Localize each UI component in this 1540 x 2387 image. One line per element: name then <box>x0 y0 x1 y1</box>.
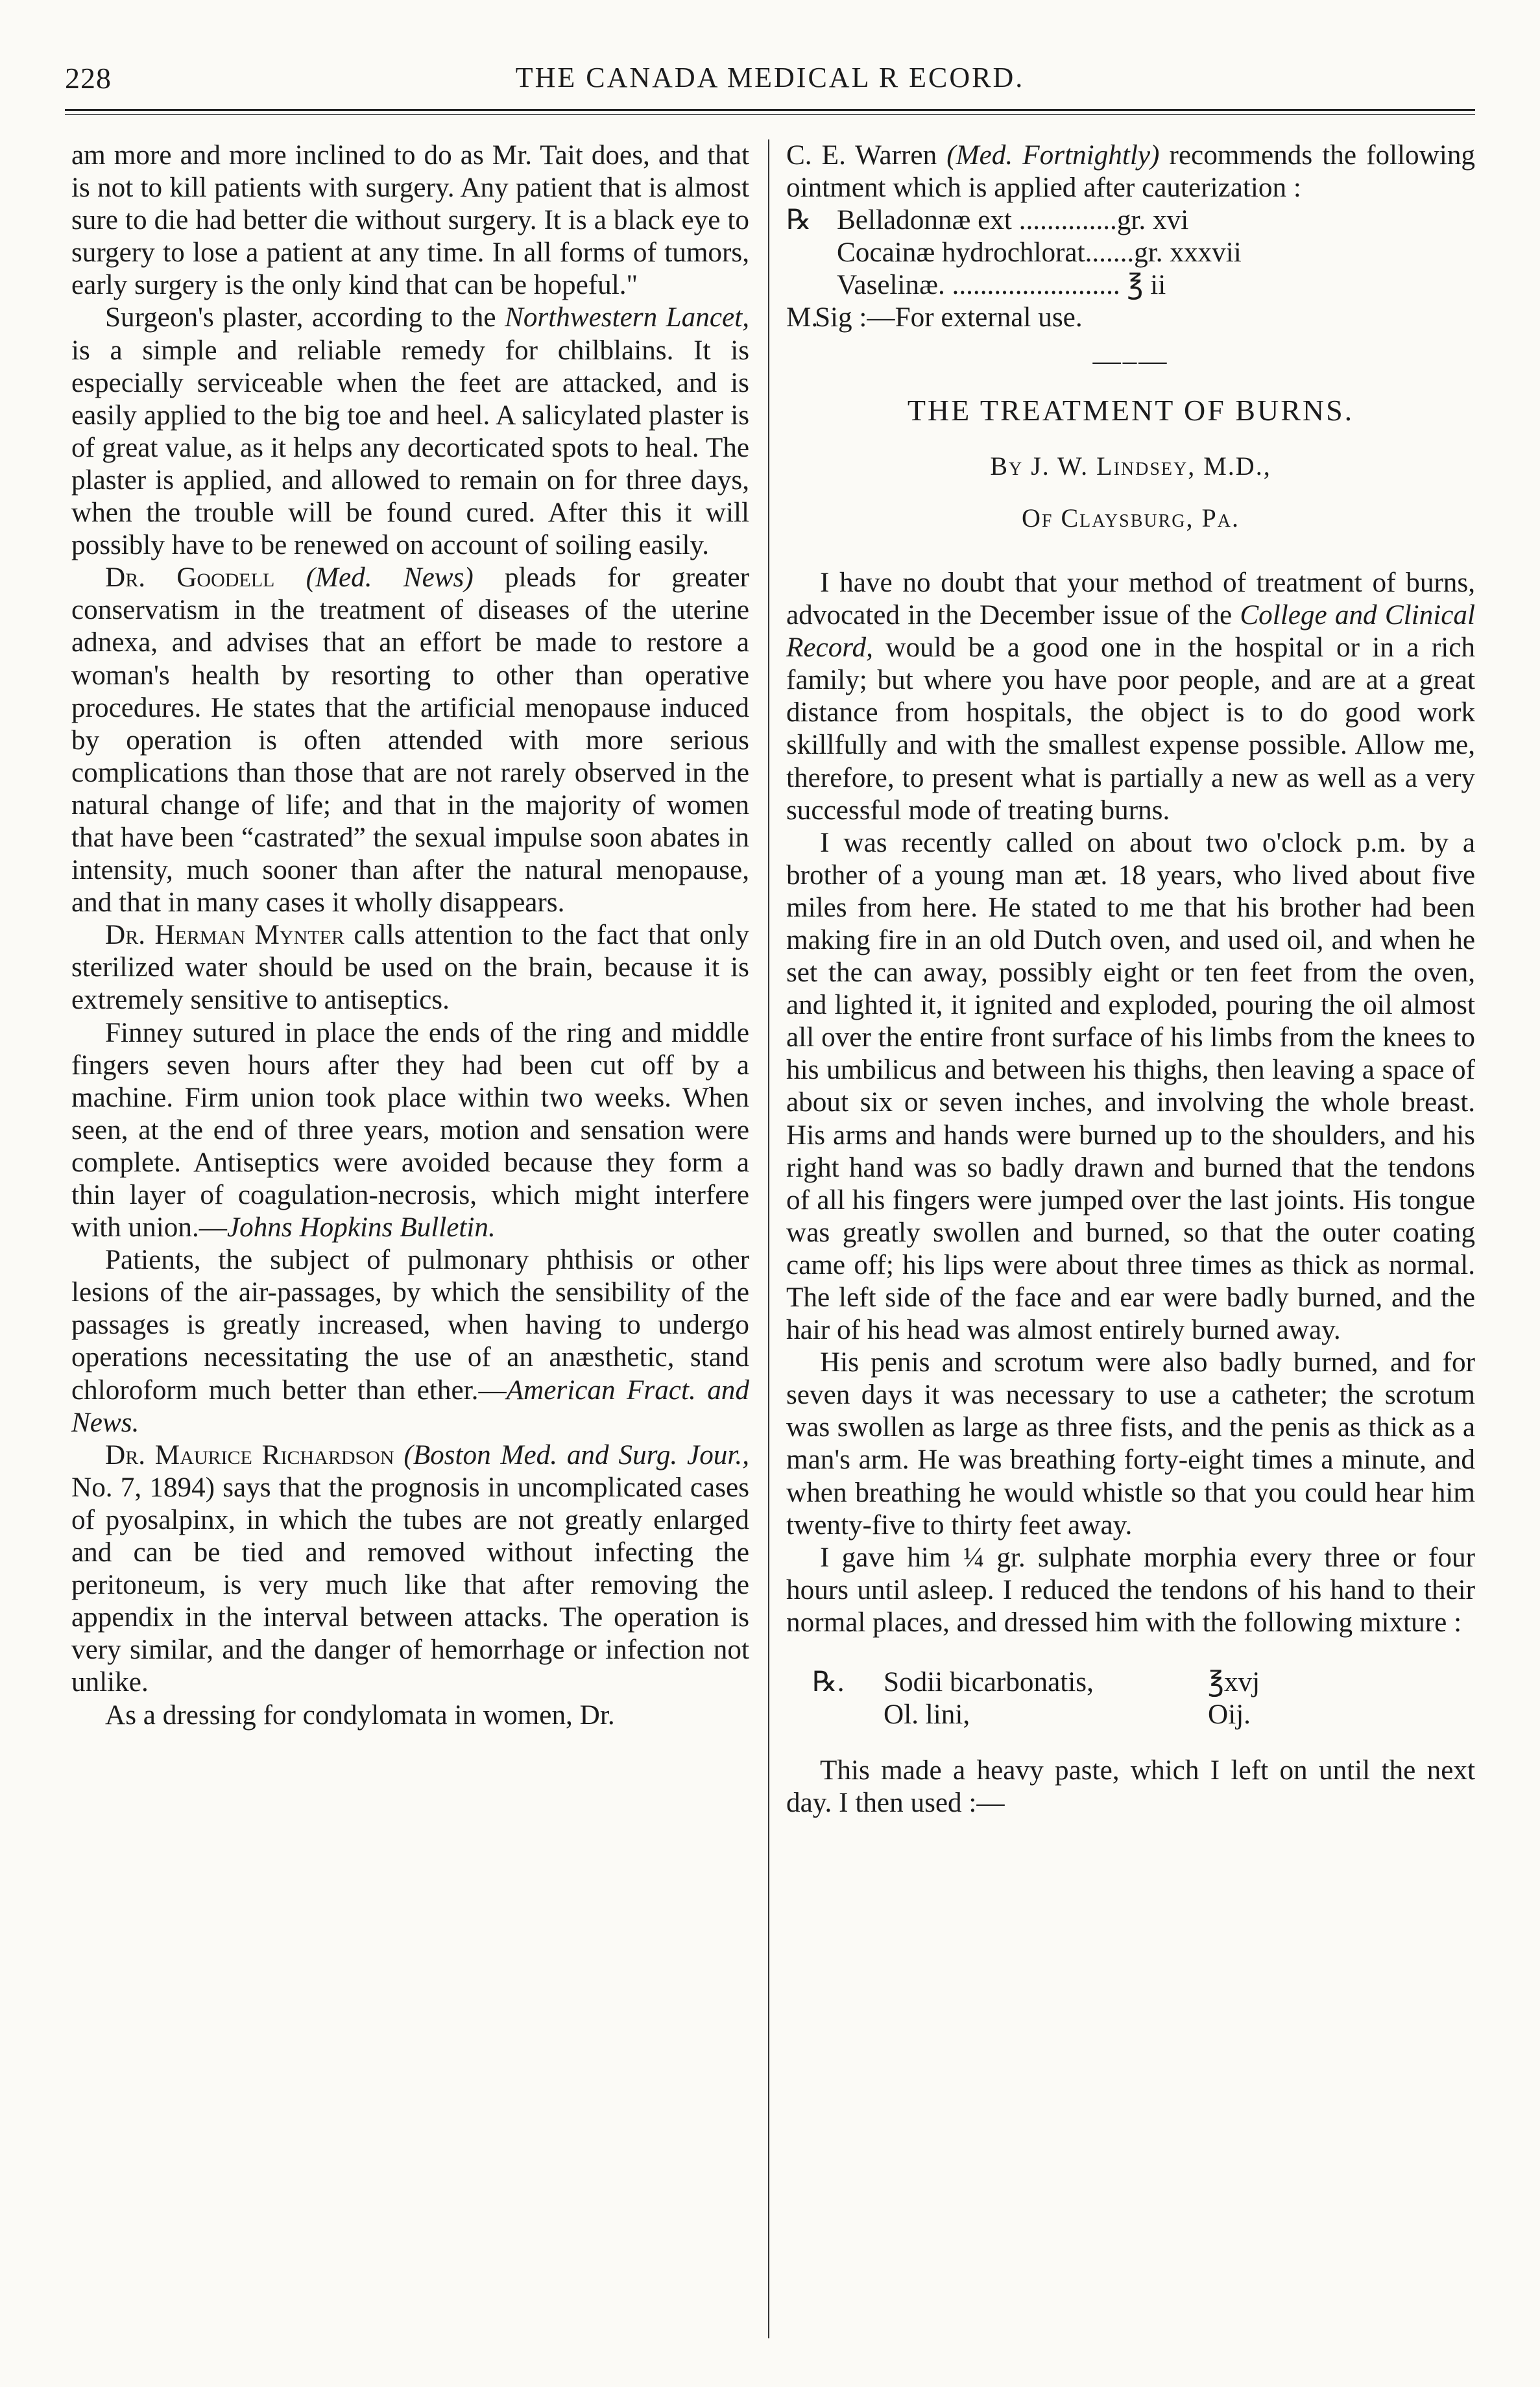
prescription-ingredient: Ol. lini, <box>884 1699 970 1731</box>
paragraph-surgeons-plaster <box>71 302 749 562</box>
source-citation: College and Clinical Record, <box>786 600 1475 664</box>
paragraph-mynter <box>71 919 749 1016</box>
paragraph-burns-intro <box>786 567 1475 827</box>
prescription-line <box>786 204 1475 237</box>
ointment-prescription <box>786 204 1475 334</box>
source-citation: Northwestern Lancet, <box>505 302 749 333</box>
recipe-symbol <box>786 1699 884 1731</box>
paragraph-text: As a dressing for condylomata in women, Dr. <box>105 1699 615 1731</box>
paragraph-case-injuries <box>786 1347 1475 1542</box>
citation-number: No. 7, 1894) <box>71 1472 215 1503</box>
page-number: 228 <box>65 62 112 95</box>
paragraph-text: is a simple and reliable remedy for chilblains. It is especially serviceable when the feet are attacked, and is easily applied to the big toe and heel. A salicylated plaster is of great value, as it helps any decorticated spots to heal. The plaster is applied, and allowed to remain on for three days, when the trouble will be found cured. After this it will possibly have to be renewed on account of soiling easily. <box>71 335 749 561</box>
author-name: Dr. Goodell <box>105 562 275 594</box>
paragraph-text: His penis and scrotum were also badly burned, and for seven days it was necessary to use a catheter; the scrotum was swollen as large as three fists, and the penis as thick as a man's arm. He was breathing forty-eight times a minute, and when breathing he would whistle so that you could hear him twenty-five to thirty feet away. <box>786 1347 1475 1541</box>
paragraph-text: pleads for greater conservatism in the treatment of diseases of the uterine adnexa, and advises that an effort be made to restore a woman's health by resorting to other than operative procedures. He states that the artificial menopause induced by operation is often attended with more serious complications than those that are not rarely observed in the natural change of life; and that in the majority of women that have been “castrated” the sexual impulse soon abates in intensity, much sooner than after the natural menopause, and that in many cases it wholly disappears. <box>71 562 749 918</box>
source-citation: (Boston Med. and Surg. Jour., <box>403 1439 749 1470</box>
journal-title: THE CANADA MEDICAL R ECORD. <box>515 62 1025 93</box>
prescription-ingredient: Sodii bicarbonatis, <box>884 1667 1094 1698</box>
recipe-symbol <box>786 269 837 302</box>
author-affiliation: Of Claysburg, Pa. <box>1022 503 1240 533</box>
paragraph-text: C. E. Warren <box>786 140 947 171</box>
paragraph-condylomata <box>71 1699 749 1732</box>
article-byline: By J. W. Lindsey, M.D., <box>990 451 1271 481</box>
article-title: THE TREATMENT OF BURNS. <box>907 393 1354 427</box>
recipe-symbol <box>786 237 837 269</box>
recipe-symbol: ℞. <box>812 1667 845 1698</box>
header-rule <box>65 109 1475 111</box>
right-column <box>786 139 1475 1819</box>
recipe-symbol: ℞ <box>786 205 812 236</box>
misce-symbol: M. <box>786 302 819 333</box>
paragraph-phthisis <box>71 1244 749 1439</box>
paragraph-text: says that the prognosis in uncomplicated cases of pyosalpinx, in which the tubes are not greatly enlarged and can be tied and removed without infecting the peritoneum, is very much like that after removing the appendix in the interval between attacks. The operation is very similar, and the danger of hemorrhage or infection not unlike. <box>71 1472 749 1698</box>
paragraph-goodell <box>71 562 749 919</box>
paragraph-warren <box>786 139 1475 204</box>
prescription-directions: Sig :—For external use. <box>815 302 1083 333</box>
prescription-line <box>786 237 1475 269</box>
paragraph-finney <box>71 1017 749 1245</box>
prescription-line <box>786 1699 1475 1731</box>
prescription-amount: Oij. <box>1208 1699 1251 1731</box>
paragraph-text: am more and more inclined to do as Mr. Tait does, and that is not to kill patients with surgery. Any patient that is almost sure to die had better die without surgery. It is a black eye to surgery to lose a patient at any time. In all forms of tumors, early surgery is the only kind that can be hopeful." <box>71 140 749 301</box>
author-name: Dr. Maurice Richardson <box>105 1439 394 1470</box>
prescription-ingredient: Vaselinæ. ........................ ℥ ii <box>837 270 1166 301</box>
paragraph-text: calls attention to the fact that only sterilized water should be used on the brain, because it is extremely sensitive to antiseptics. <box>71 920 749 1016</box>
paragraph-tait-quote <box>71 139 749 302</box>
mixture-prescription <box>786 1666 1475 1731</box>
paragraph-text: Surgeon's plaster, according to the <box>105 302 505 333</box>
source-citation: Johns Hopkins Bulletin. <box>226 1212 496 1243</box>
prescription-amount: ℥xvj <box>1208 1667 1260 1698</box>
source-citation: American Fract. and News. <box>71 1374 749 1438</box>
author-name: Dr. Herman Mynter <box>105 920 344 951</box>
column-divider <box>768 139 769 2338</box>
paragraph-text: Finney sutured in place the ends of the ring and middle fingers seven hours after they had been cut off by a machine. Firm union took place within two weeks. When seen, at the end of three years, motion and sensation were complete. Antiseptics were avoided because they form a thin layer of coagulation-necrosis, which might interfere with union.— <box>71 1017 749 1243</box>
paragraph-text: I gave him ¼ gr. sulphate morphia every three or four hours until asleep. I reduced the tendons of his hand to their normal places, and dressed him with the following mixture : <box>786 1542 1475 1638</box>
source-citation: (Med. News) <box>306 562 474 594</box>
paragraph-text: I was recently called on about two o'clock p.m. by a brother of a young man æt. 18 years, who lived about five miles from here. He stated to me that his brother had been making fire in an old Dutch oven, and used oil, and when he set the can away, possibly eight or ten feet from the oven, and lighted it, it ignited and exploded, pouring the oil almost all over the entire front surface of his limbs from the knees to his umbilicus and between his thighs, then leaving a space of about six or seven inches, and involving the whole breast. His arms and hands were burned up to the shoulders, and his right hand was so badly drawn and burned that the tendons of all his fingers were jumped over the last joints. His tongue was greatly swollen and burned, so that the outer coating came off; his lips were about three times as thick as normal. The left side of the face and ear were badly burned, and the hair of his head was almost entirely burned away. <box>786 827 1475 1346</box>
paragraph-text: would be a good one in the hospital or in a rich family; but where you have poor people, and are at a great distance from hospitals, the object is to do good work skillfully and with the smallest expense possible. Allow me, therefore, to present what is partially a new as well as a very successful mode of treating burns. <box>786 632 1475 826</box>
prescription-line <box>786 1666 1475 1699</box>
running-header <box>65 52 1475 104</box>
paragraph-text: Patients, the subject of pulmonary phthisis or other lesions of the air-passages, by which the sensibility of the passages is greatly increased, when having to undergo operations necessitating the use of an anæsthetic, stand chloroform much better than ether.— <box>71 1245 749 1406</box>
prescription-ingredient: Cocainæ hydrochlorat.......gr. xxxvii <box>837 237 1242 269</box>
source-citation: (Med. Fortnightly) <box>946 140 1160 171</box>
left-column <box>71 139 749 1732</box>
paragraph-treatment <box>786 1542 1475 1639</box>
paragraph-text: This made a heavy paste, which I left on until the next day. I then used :— <box>786 1755 1475 1819</box>
paragraph-text: recommends the following ointment which is applied after cauterization : <box>786 140 1476 204</box>
prescription-line <box>786 269 1475 302</box>
prescription-ingredient: Belladonnæ ext ..............gr. xvi <box>837 205 1189 236</box>
prescription-line <box>786 302 1475 334</box>
header-rule-thin <box>65 114 1475 115</box>
paragraph-case-history <box>786 827 1475 1347</box>
paragraph-text: I have no doubt that your method of treatment of burns, advocated in the December issue of the <box>786 567 1475 631</box>
paragraph-paste <box>786 1755 1475 1819</box>
section-divider: —–— <box>1092 345 1169 376</box>
paragraph-richardson <box>71 1439 749 1699</box>
